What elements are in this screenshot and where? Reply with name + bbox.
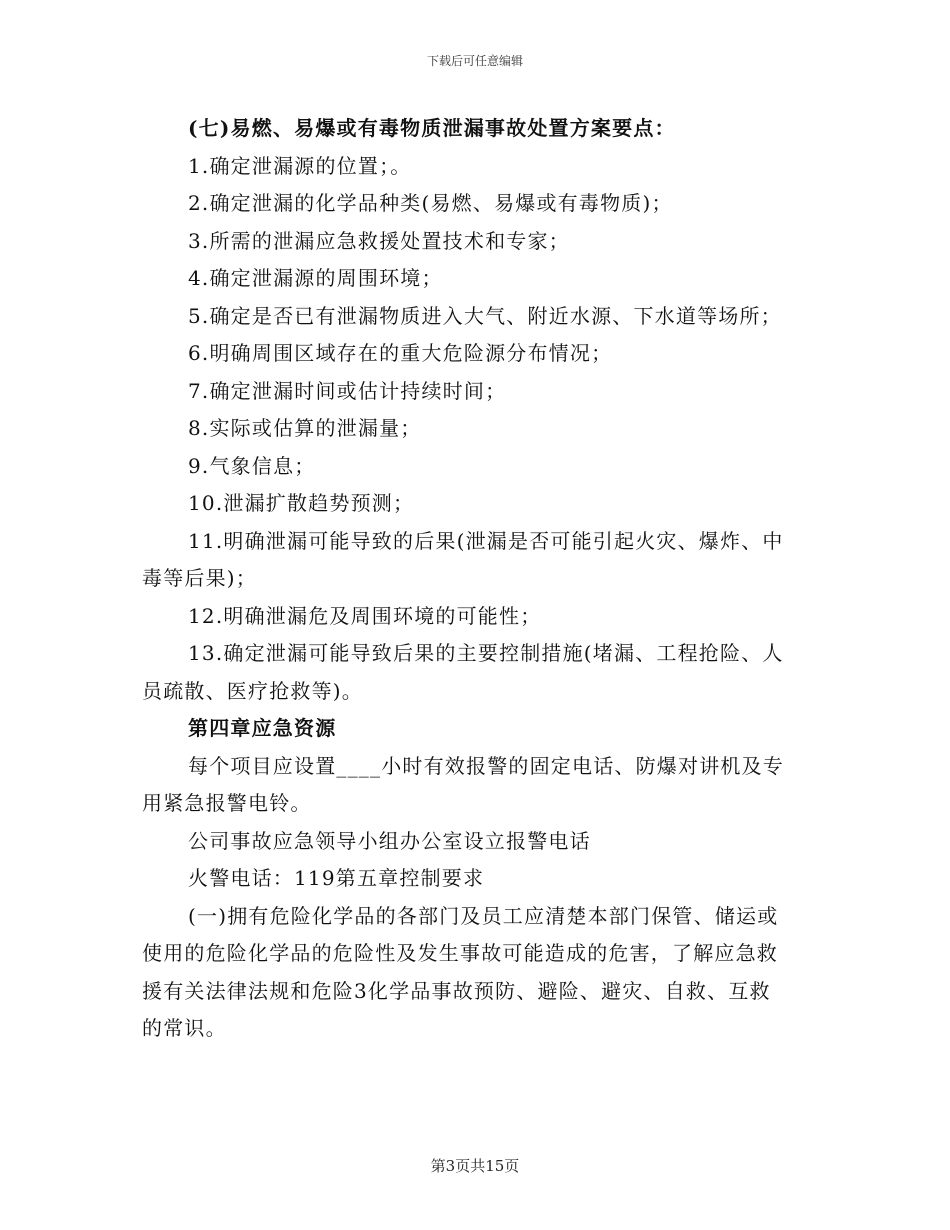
body-text-line: (一)拥有危险化学品的各部门及员工应清楚本部门保管、储运或 [188,903,779,928]
section-heading: (七)易燃、易爆或有毒物质泄漏事故处置方案要点： [188,116,676,140]
body-text-line: 援有关法律法规和危险3化学品事故预防、避险、避灾、自救、互救 [142,978,771,1003]
body-text-line: 8.实际或估算的泄漏量； [188,416,422,440]
body-text-line: 使用的危险化学品的危险性及发生事故可能造成的危害，了解应急救 [142,941,778,965]
body-text-line: 13.确定泄漏可能导致后果的主要控制措施(堵漏、工程抢险、人 [188,641,784,665]
body-text-line: 公司事故应急领导小组办公室设立报警电话 [188,828,591,853]
page-footer: 第3页共15页 [430,1157,520,1175]
document-body [142,110,802,1048]
body-text-line: 毒等后果)； [142,566,258,590]
body-text-line: 3.所需的泄漏应急救援处置技术和专家； [188,228,570,253]
body-text-line: 每个项目应设置____小时有效报警的固定电话、防爆对讲机及专 [188,753,784,778]
section-heading: 第四章应急资源 [188,716,337,740]
body-text-line: 用紧急报警电铃。 [142,791,312,815]
body-text-line: 10.泄漏扩散趋势预测； [188,491,415,515]
body-text-line: 9.气象信息； [188,453,316,478]
body-text-line: 员疏散、医疗抢救等)。 [142,678,364,703]
body-text-line: 6.明确周围区域存在的重大危险源分布情况； [188,341,613,365]
body-text-line: 的常识。 [142,1016,227,1040]
body-text-line: 11.明确泄漏可能导致的后果(泄漏是否可能引起火灾、爆炸、中 [188,528,784,553]
body-text-line: 1.确定泄漏源的位置；。 [188,153,412,178]
body-text-line: 7.确定泄漏时间或估计持续时间； [188,378,507,403]
body-text-line: 5.确定是否已有泄漏物质进入大气、附近水源、下水道等场所； [188,303,782,328]
body-text-line: 4.确定泄漏源的周围环境； [188,266,443,290]
body-text-line: 12.明确泄漏危及周围环境的可能性； [188,603,542,628]
page-header: 下载后可任意编辑 [426,54,523,68]
body-text-line: 火警电话：119第五章控制要求 [188,866,485,890]
body-text-line: 2.确定泄漏的化学品种类(易燃、易爆或有毒物质)； [188,191,673,215]
